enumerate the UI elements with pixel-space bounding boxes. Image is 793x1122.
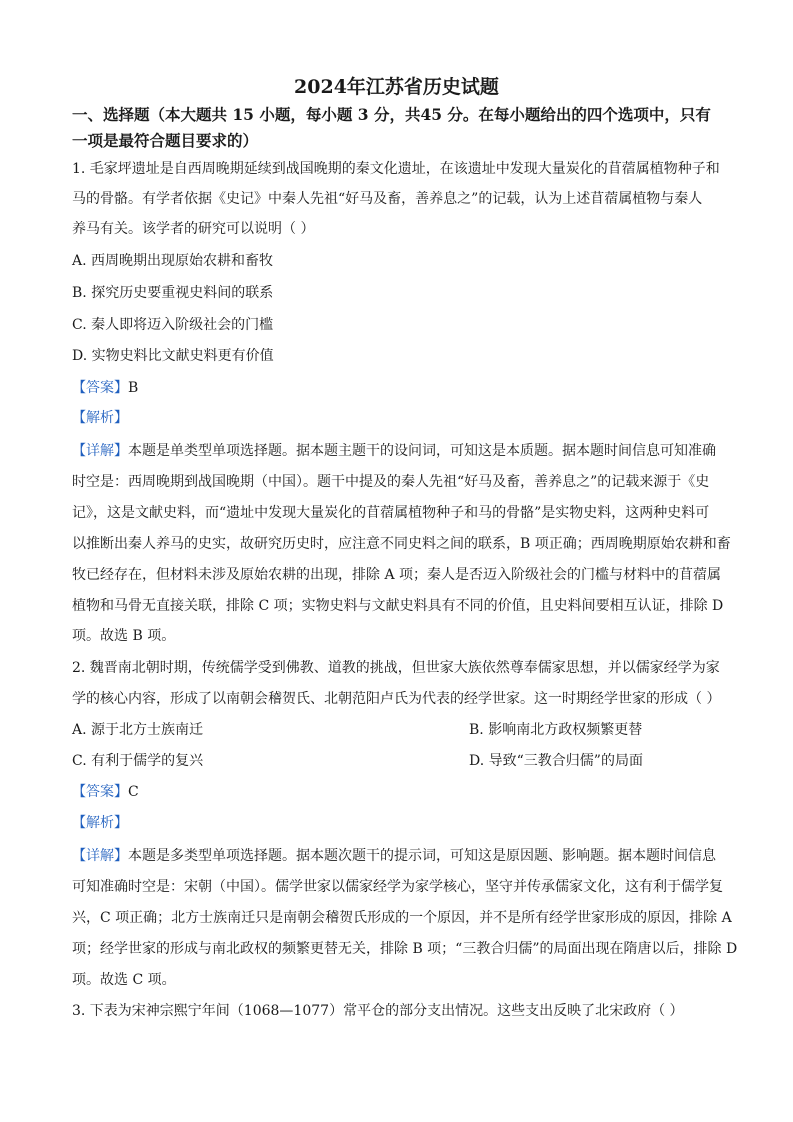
option-d: D. 导致“三教合归儒”的局面 [469, 753, 643, 769]
question-stem-line: 养马有关。该学者的研究可以说明（ ） [72, 221, 315, 237]
question-stem-line: 学的核心内容，形成了以南朝会稽贺氏、北朝范阳卢氏为代表的经学世家。这一时期经学世家的形成（ ） [72, 691, 721, 707]
answer-row [72, 378, 722, 398]
option-a: A. 西周晚期出现原始农耕和畜牧 [72, 253, 274, 269]
option-a: A. 源于北方士族南迁 [72, 722, 204, 738]
option-b: B. 探究历史要重视史料间的联系 [72, 285, 274, 301]
answer-value: C [128, 784, 139, 800]
detail-text: 本题是单类型单项选择题。据本题主题干的设问词，可知这是本质题。据本题时间信息可知准确 [128, 443, 716, 459]
option-b: B. 影响南北方政权频繁更替 [469, 722, 643, 738]
detail-line [72, 846, 722, 866]
detail-line: 牧已经存在，但材料未涉及原始农耕的出现，排除 A 项；秦人是否迈入阶级社会的门槛与材料中的苜蓿属 [72, 567, 722, 583]
option-c: C. 有利于儒学的复兴 [72, 753, 204, 769]
answer-label: 【答案】 [72, 784, 128, 800]
analysis-label: 【解析】 [72, 815, 128, 831]
page-title: 2024年江苏省历史试题 [294, 76, 499, 98]
detail-line: 可知准确时空是：宋朝（中国）。儒学世家以儒家经学为家学核心，坚守并传承儒家文化，这有利于儒学复 [72, 879, 723, 895]
detail-label: 【详解】 [72, 443, 128, 459]
detail-label: 【详解】 [72, 848, 128, 864]
detail-line: 项。故选 B 项。 [72, 628, 176, 644]
answer-value: B [128, 380, 139, 396]
detail-line [72, 441, 722, 461]
question-stem-line: 1. 毛家坪遗址是自西周晚期延续到战国晚期的秦文化遗址，在该遗址中发现大量炭化的苜蓿属植物种子和 [72, 161, 720, 177]
detail-line: 兴，C 项正确；北方士族南迁只是南朝会稽贺氏形成的一个原因，并不是所有经学世家形成的原因，排除 A [72, 910, 732, 926]
detail-line: 记》，这是文献史料，而“遗址中发现大量炭化的苜蓿属植物种子和马的骨骼”是实物史料，这两种史料可 [72, 505, 710, 521]
section-header-line: 一项是最符合题目要求的） [72, 131, 259, 150]
option-row [72, 751, 722, 771]
answer-label: 【答案】 [72, 380, 128, 396]
option-d: D. 实物史料比文献史料更有价值 [72, 348, 274, 364]
detail-line: 以推断出秦人养马的史实，故研究历史时，应注意不同史料之间的联系，B 项正确；西周晚期原始农耕和畜 [72, 536, 731, 552]
detail-line: 项；经学世家的形成与南北政权的频繁更替无关，排除 B 项；“三教合归儒”的局面出现在隋唐以后，排除 D [72, 941, 738, 957]
detail-line: 植物和马骨无直接关联，排除 C 项；实物史料与文献史料具有不同的价值，且史料间要相互认证，排除 D [72, 598, 724, 614]
question-stem-line: 马的骨骼。有学者依据《史记》中秦人先祖“好马及畜，善养息之”的记载，认为上述苜蓿属植物与秦人 [72, 191, 703, 207]
question-stem-line: 3. 下表为宋神宗熙宁年间（1068—1077）常平仓的部分支出情况。这些支出反映了北宋政府（ ） [72, 1003, 684, 1019]
section-header-line: 一、选择题（本大题共 15 小题，每小题 3 分，共45 分。在每小题给出的四个选项中，只有 [72, 105, 711, 124]
question-stem-line: 2. 魏晋南北朝时期，传统儒学受到佛教、道教的挑战，但世家大族依然尊奉儒家思想，并以儒家经学为家 [72, 660, 720, 676]
option-row [72, 720, 722, 740]
analysis-label: 【解析】 [72, 410, 128, 426]
detail-text: 本题是多类型单项选择题。据本题次题干的提示词，可知这是原因题、影响题。据本题时间信息 [128, 848, 716, 864]
detail-line: 时空是：西周晚期到战国晚期（中国）。题干中提及的秦人先祖“好马及畜，善养息之”的记载来源于《史 [72, 474, 710, 490]
detail-line: 项。故选 C 项。 [72, 972, 176, 988]
answer-row [72, 782, 722, 802]
section-header [72, 102, 722, 154]
option-c: C. 秦人即将迈入阶级社会的门槛 [72, 317, 274, 333]
